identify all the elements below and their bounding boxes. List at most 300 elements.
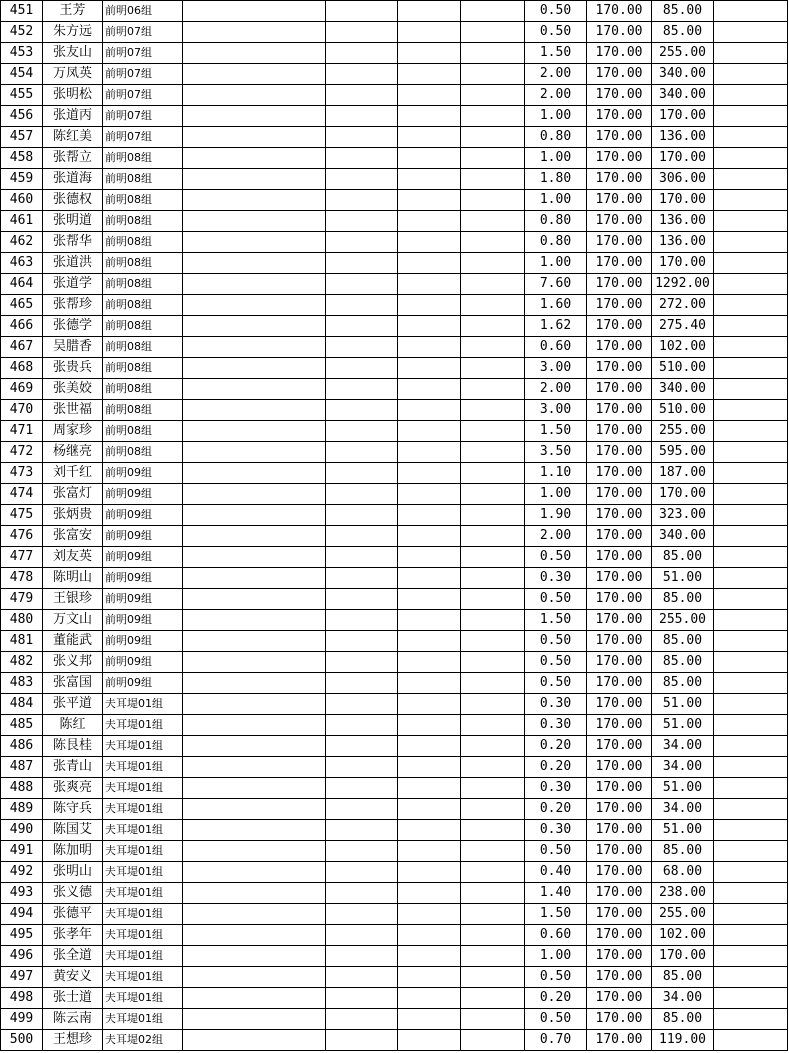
- amount-cell: 187.00: [652, 463, 714, 484]
- name-cell: 张德权: [43, 190, 103, 211]
- amount-cell: 255.00: [652, 43, 714, 64]
- amount-cell: 170.00: [652, 148, 714, 169]
- table-row: [1, 22, 788, 43]
- empty-cell: [461, 1030, 525, 1051]
- empty-cell: [326, 190, 398, 211]
- group-cell: 夫耳堤01组: [103, 1009, 183, 1030]
- price-cell: 170.00: [587, 22, 652, 43]
- area-cell: 7.60: [525, 274, 587, 295]
- group-cell: 前明08组: [103, 253, 183, 274]
- table-row: [1, 862, 788, 883]
- amount-cell: 340.00: [652, 85, 714, 106]
- table-row: [1, 715, 788, 736]
- empty-cell: [326, 631, 398, 652]
- table-row: [1, 211, 788, 232]
- row-number-cell: 483: [1, 673, 43, 694]
- table-row: [1, 589, 788, 610]
- table-row: [1, 232, 788, 253]
- table-body: [1, 1, 788, 1051]
- row-number-cell: 468: [1, 358, 43, 379]
- empty-cell: [714, 988, 788, 1009]
- row-number-cell: 474: [1, 484, 43, 505]
- area-cell: 0.30: [525, 568, 587, 589]
- area-cell: 0.50: [525, 1, 587, 22]
- price-cell: 170.00: [587, 442, 652, 463]
- empty-cell: [461, 652, 525, 673]
- name-cell: 陈云南: [43, 1009, 103, 1030]
- price-cell: 170.00: [587, 568, 652, 589]
- empty-cell: [714, 1, 788, 22]
- row-number-cell: 479: [1, 589, 43, 610]
- table-row: [1, 967, 788, 988]
- row-number-cell: 495: [1, 925, 43, 946]
- group-cell: 前明08组: [103, 358, 183, 379]
- empty-cell: [398, 652, 461, 673]
- row-number-cell: 481: [1, 631, 43, 652]
- group-cell: 夫耳堤01组: [103, 988, 183, 1009]
- row-number-cell: 490: [1, 820, 43, 841]
- area-cell: 0.80: [525, 232, 587, 253]
- name-cell: 陈红美: [43, 127, 103, 148]
- empty-cell: [326, 862, 398, 883]
- amount-cell: 595.00: [652, 442, 714, 463]
- empty-cell: [326, 505, 398, 526]
- empty-cell: [461, 253, 525, 274]
- name-cell: 吴腊香: [43, 337, 103, 358]
- price-cell: 170.00: [587, 505, 652, 526]
- amount-cell: 51.00: [652, 694, 714, 715]
- empty-cell: [461, 169, 525, 190]
- empty-cell: [714, 736, 788, 757]
- amount-cell: 85.00: [652, 589, 714, 610]
- empty-cell: [714, 967, 788, 988]
- area-cell: 0.50: [525, 841, 587, 862]
- empty-cell: [398, 484, 461, 505]
- area-cell: 0.60: [525, 337, 587, 358]
- area-cell: 0.40: [525, 862, 587, 883]
- group-cell: 前明09组: [103, 631, 183, 652]
- empty-cell: [714, 85, 788, 106]
- amount-cell: 510.00: [652, 400, 714, 421]
- empty-cell: [714, 925, 788, 946]
- empty-cell: [183, 946, 326, 967]
- price-cell: 170.00: [587, 85, 652, 106]
- group-cell: 夫耳堤01组: [103, 946, 183, 967]
- area-cell: 1.40: [525, 883, 587, 904]
- amount-cell: 306.00: [652, 169, 714, 190]
- empty-cell: [714, 169, 788, 190]
- empty-cell: [714, 421, 788, 442]
- name-cell: 张明道: [43, 211, 103, 232]
- name-cell: 张全道: [43, 946, 103, 967]
- empty-cell: [326, 547, 398, 568]
- price-cell: 170.00: [587, 463, 652, 484]
- row-number-cell: 451: [1, 1, 43, 22]
- amount-cell: 85.00: [652, 652, 714, 673]
- empty-cell: [714, 526, 788, 547]
- empty-cell: [461, 904, 525, 925]
- amount-cell: 255.00: [652, 610, 714, 631]
- name-cell: 万凤英: [43, 64, 103, 85]
- empty-cell: [714, 253, 788, 274]
- row-number-cell: 470: [1, 400, 43, 421]
- empty-cell: [183, 673, 326, 694]
- empty-cell: [183, 610, 326, 631]
- empty-cell: [326, 841, 398, 862]
- empty-cell: [398, 778, 461, 799]
- empty-cell: [326, 295, 398, 316]
- group-cell: 夫耳堤01组: [103, 925, 183, 946]
- row-number-cell: 497: [1, 967, 43, 988]
- empty-cell: [461, 988, 525, 1009]
- name-cell: 万文山: [43, 610, 103, 631]
- area-cell: 1.62: [525, 316, 587, 337]
- empty-cell: [461, 337, 525, 358]
- empty-cell: [326, 253, 398, 274]
- empty-cell: [183, 358, 326, 379]
- empty-cell: [326, 421, 398, 442]
- table-row: [1, 883, 788, 904]
- area-cell: 0.50: [525, 1009, 587, 1030]
- group-cell: 夫耳堤01组: [103, 736, 183, 757]
- empty-cell: [326, 757, 398, 778]
- empty-cell: [461, 925, 525, 946]
- empty-cell: [714, 799, 788, 820]
- area-cell: 1.00: [525, 484, 587, 505]
- area-cell: 1.00: [525, 190, 587, 211]
- amount-cell: 51.00: [652, 568, 714, 589]
- name-cell: 张帮华: [43, 232, 103, 253]
- table-row: [1, 127, 788, 148]
- name-cell: 张帮珍: [43, 295, 103, 316]
- name-cell: 张道丙: [43, 106, 103, 127]
- table-row: [1, 568, 788, 589]
- empty-cell: [398, 526, 461, 547]
- empty-cell: [398, 232, 461, 253]
- price-cell: 170.00: [587, 799, 652, 820]
- empty-cell: [326, 526, 398, 547]
- empty-cell: [714, 778, 788, 799]
- table-row: [1, 358, 788, 379]
- amount-cell: 340.00: [652, 526, 714, 547]
- empty-cell: [398, 211, 461, 232]
- table-row: [1, 1, 788, 22]
- row-number-cell: 500: [1, 1030, 43, 1051]
- empty-cell: [326, 232, 398, 253]
- empty-cell: [183, 631, 326, 652]
- area-cell: 0.80: [525, 127, 587, 148]
- table-row: [1, 190, 788, 211]
- empty-cell: [714, 22, 788, 43]
- empty-cell: [183, 715, 326, 736]
- group-cell: 前明08组: [103, 400, 183, 421]
- area-cell: 0.30: [525, 820, 587, 841]
- row-number-cell: 456: [1, 106, 43, 127]
- table-row: [1, 148, 788, 169]
- name-cell: 周家珍: [43, 421, 103, 442]
- area-cell: 0.30: [525, 715, 587, 736]
- empty-cell: [326, 778, 398, 799]
- row-number-cell: 487: [1, 757, 43, 778]
- area-cell: 2.00: [525, 85, 587, 106]
- price-cell: 170.00: [587, 862, 652, 883]
- price-cell: 170.00: [587, 988, 652, 1009]
- name-cell: 陈红: [43, 715, 103, 736]
- row-number-cell: 464: [1, 274, 43, 295]
- row-number-cell: 471: [1, 421, 43, 442]
- price-cell: 170.00: [587, 841, 652, 862]
- empty-cell: [714, 274, 788, 295]
- group-cell: 前明09组: [103, 463, 183, 484]
- empty-cell: [183, 64, 326, 85]
- empty-cell: [461, 547, 525, 568]
- row-number-cell: 489: [1, 799, 43, 820]
- group-cell: 前明09组: [103, 568, 183, 589]
- empty-cell: [326, 694, 398, 715]
- price-cell: 170.00: [587, 106, 652, 127]
- amount-cell: 340.00: [652, 64, 714, 85]
- empty-cell: [461, 946, 525, 967]
- group-cell: 前明09组: [103, 610, 183, 631]
- row-number-cell: 484: [1, 694, 43, 715]
- empty-cell: [461, 274, 525, 295]
- empty-cell: [183, 463, 326, 484]
- empty-cell: [398, 337, 461, 358]
- table-row: [1, 736, 788, 757]
- empty-cell: [714, 631, 788, 652]
- empty-cell: [461, 673, 525, 694]
- empty-cell: [326, 274, 398, 295]
- name-cell: 张爽亮: [43, 778, 103, 799]
- empty-cell: [714, 295, 788, 316]
- group-cell: 夫耳堤01组: [103, 904, 183, 925]
- empty-cell: [461, 778, 525, 799]
- amount-cell: 1292.00: [652, 274, 714, 295]
- table-row: [1, 316, 788, 337]
- empty-cell: [714, 652, 788, 673]
- empty-cell: [398, 1, 461, 22]
- empty-cell: [183, 799, 326, 820]
- row-number-cell: 485: [1, 715, 43, 736]
- empty-cell: [183, 253, 326, 274]
- empty-cell: [398, 820, 461, 841]
- price-cell: 170.00: [587, 421, 652, 442]
- price-cell: 170.00: [587, 820, 652, 841]
- table-row: [1, 652, 788, 673]
- empty-cell: [461, 1, 525, 22]
- name-cell: 张道海: [43, 169, 103, 190]
- empty-cell: [183, 757, 326, 778]
- empty-cell: [183, 400, 326, 421]
- empty-cell: [326, 211, 398, 232]
- area-cell: 0.50: [525, 673, 587, 694]
- empty-cell: [326, 43, 398, 64]
- empty-cell: [461, 1009, 525, 1030]
- amount-cell: 170.00: [652, 253, 714, 274]
- empty-cell: [461, 211, 525, 232]
- name-cell: 张友山: [43, 43, 103, 64]
- amount-cell: 85.00: [652, 547, 714, 568]
- empty-cell: [461, 883, 525, 904]
- price-cell: 170.00: [587, 715, 652, 736]
- name-cell: 张平道: [43, 694, 103, 715]
- amount-cell: 85.00: [652, 1, 714, 22]
- empty-cell: [183, 169, 326, 190]
- empty-cell: [398, 904, 461, 925]
- empty-cell: [183, 190, 326, 211]
- price-cell: 170.00: [587, 610, 652, 631]
- name-cell: 张富国: [43, 673, 103, 694]
- table-row: [1, 43, 788, 64]
- empty-cell: [183, 295, 326, 316]
- empty-cell: [398, 106, 461, 127]
- row-number-cell: 491: [1, 841, 43, 862]
- empty-cell: [398, 505, 461, 526]
- price-cell: 170.00: [587, 589, 652, 610]
- empty-cell: [183, 421, 326, 442]
- empty-cell: [461, 316, 525, 337]
- table-row: [1, 106, 788, 127]
- table-row: [1, 421, 788, 442]
- name-cell: 张青山: [43, 757, 103, 778]
- price-cell: 170.00: [587, 547, 652, 568]
- area-cell: 2.00: [525, 379, 587, 400]
- empty-cell: [183, 316, 326, 337]
- row-number-cell: 452: [1, 22, 43, 43]
- empty-cell: [398, 64, 461, 85]
- amount-cell: 102.00: [652, 337, 714, 358]
- empty-cell: [398, 295, 461, 316]
- price-cell: 170.00: [587, 1030, 652, 1051]
- empty-cell: [461, 358, 525, 379]
- empty-cell: [183, 925, 326, 946]
- amount-cell: 85.00: [652, 967, 714, 988]
- group-cell: 前明07组: [103, 43, 183, 64]
- empty-cell: [461, 736, 525, 757]
- empty-cell: [326, 358, 398, 379]
- table-row: [1, 1009, 788, 1030]
- table-row: [1, 505, 788, 526]
- area-cell: 0.20: [525, 736, 587, 757]
- name-cell: 王芳: [43, 1, 103, 22]
- name-cell: 陈守兵: [43, 799, 103, 820]
- empty-cell: [398, 421, 461, 442]
- price-cell: 170.00: [587, 946, 652, 967]
- price-cell: 170.00: [587, 127, 652, 148]
- group-cell: 前明09组: [103, 673, 183, 694]
- amount-cell: 136.00: [652, 127, 714, 148]
- name-cell: 张义邦: [43, 652, 103, 673]
- name-cell: 张帮立: [43, 148, 103, 169]
- empty-cell: [398, 400, 461, 421]
- group-cell: 前明07组: [103, 64, 183, 85]
- row-number-cell: 478: [1, 568, 43, 589]
- group-cell: 夫耳堤01组: [103, 883, 183, 904]
- empty-cell: [326, 64, 398, 85]
- row-number-cell: 486: [1, 736, 43, 757]
- table-row: [1, 988, 788, 1009]
- empty-cell: [183, 148, 326, 169]
- table-row: [1, 547, 788, 568]
- amount-cell: 85.00: [652, 1009, 714, 1030]
- price-cell: 170.00: [587, 967, 652, 988]
- row-number-cell: 465: [1, 295, 43, 316]
- group-cell: 前明07组: [103, 85, 183, 106]
- empty-cell: [398, 442, 461, 463]
- amount-cell: 170.00: [652, 946, 714, 967]
- price-cell: 170.00: [587, 631, 652, 652]
- price-cell: 170.00: [587, 379, 652, 400]
- empty-cell: [714, 442, 788, 463]
- amount-cell: 51.00: [652, 715, 714, 736]
- area-cell: 1.90: [525, 505, 587, 526]
- name-cell: 张明松: [43, 85, 103, 106]
- empty-cell: [714, 841, 788, 862]
- empty-cell: [714, 211, 788, 232]
- area-cell: 1.50: [525, 43, 587, 64]
- empty-cell: [461, 631, 525, 652]
- empty-cell: [183, 1, 326, 22]
- area-cell: 0.50: [525, 589, 587, 610]
- area-cell: 0.50: [525, 652, 587, 673]
- name-cell: 刘千红: [43, 463, 103, 484]
- row-number-cell: 461: [1, 211, 43, 232]
- row-number-cell: 454: [1, 64, 43, 85]
- empty-cell: [714, 64, 788, 85]
- price-cell: 170.00: [587, 43, 652, 64]
- group-cell: 夫耳堤02组: [103, 1030, 183, 1051]
- empty-cell: [326, 85, 398, 106]
- empty-cell: [714, 820, 788, 841]
- empty-cell: [461, 64, 525, 85]
- empty-cell: [326, 22, 398, 43]
- area-cell: 1.00: [525, 946, 587, 967]
- empty-cell: [326, 169, 398, 190]
- empty-cell: [461, 715, 525, 736]
- empty-cell: [326, 1, 398, 22]
- table-row: [1, 85, 788, 106]
- amount-cell: 170.00: [652, 484, 714, 505]
- empty-cell: [398, 694, 461, 715]
- price-cell: 170.00: [587, 169, 652, 190]
- empty-cell: [398, 799, 461, 820]
- group-cell: 夫耳堤01组: [103, 799, 183, 820]
- group-cell: 前明08组: [103, 316, 183, 337]
- empty-cell: [398, 358, 461, 379]
- empty-cell: [183, 337, 326, 358]
- group-cell: 前明08组: [103, 442, 183, 463]
- area-cell: 0.60: [525, 925, 587, 946]
- empty-cell: [398, 862, 461, 883]
- row-number-cell: 455: [1, 85, 43, 106]
- empty-cell: [326, 799, 398, 820]
- price-cell: 170.00: [587, 757, 652, 778]
- area-cell: 0.30: [525, 694, 587, 715]
- amount-cell: 255.00: [652, 421, 714, 442]
- empty-cell: [326, 1030, 398, 1051]
- area-cell: 2.00: [525, 526, 587, 547]
- price-cell: 170.00: [587, 652, 652, 673]
- table-row: [1, 526, 788, 547]
- table-row: [1, 484, 788, 505]
- empty-cell: [398, 631, 461, 652]
- price-cell: 170.00: [587, 904, 652, 925]
- group-cell: 前明09组: [103, 505, 183, 526]
- empty-cell: [714, 1030, 788, 1051]
- name-cell: 张世福: [43, 400, 103, 421]
- group-cell: 前明08组: [103, 190, 183, 211]
- group-cell: 前明09组: [103, 652, 183, 673]
